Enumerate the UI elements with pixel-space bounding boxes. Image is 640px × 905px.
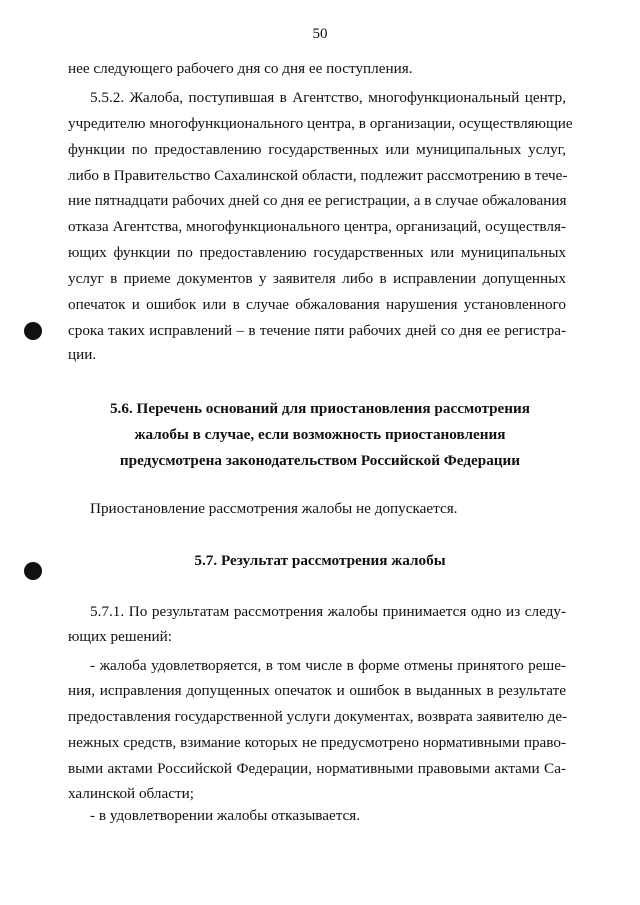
paragraph-line: нее следующего рабочего дня со дня ее поступления. [68, 60, 413, 77]
punch-hole-mark [24, 322, 42, 340]
section-heading-5-6-line: предусмотрена законодательством Российской Федерации [119, 452, 521, 469]
paragraph-line: ции. [68, 346, 97, 363]
paragraph-line: ющих решений: [68, 628, 172, 645]
list-item-line: - в удовлетворении жалобы отказывается. [90, 807, 361, 824]
paragraph-line: ющих функции по предоставлению государственных или муниципальных [68, 244, 566, 261]
section-heading-5-6-line: 5.6. Перечень оснований для приостановления рассмотрения [109, 400, 531, 417]
list-item-line: предоставления государственной услуги документах, возврата заявителю де- [68, 708, 568, 725]
paragraph-line: услуг в приеме документов у заявителя либо в исправлении допущенных [68, 270, 566, 287]
paragraph-line: 5.7.1. По результатам рассмотрения жалобы принимается одно из следу- [90, 603, 566, 620]
section-heading-5-7: 5.7. Результат рассмотрения жалобы [194, 552, 446, 569]
punch-hole-mark [24, 562, 42, 580]
paragraph-line: Приостановление рассмотрения жалобы не допускается. [90, 500, 458, 517]
paragraph-line: функции по предоставлению государственных или муниципальных услуг, [68, 141, 566, 158]
paragraph-line: учредителю многофункционального центра, в организации, осуществляющие [68, 115, 573, 132]
list-item-line: халинской области; [68, 785, 194, 802]
list-item-line: нежных средств, взимание которых не предусмотрено нормативными право- [68, 734, 566, 751]
section-heading-5-6-line: жалобы в случае, если возможность приостановления [134, 426, 506, 443]
page-number: 50 [312, 26, 328, 42]
paragraph-line: 5.5.2. Жалоба, поступившая в Агентство, многофункциональный центр, [90, 89, 566, 106]
paragraph-line: отказа Агентства, многофункционального центра, организаций, осуществля- [68, 218, 566, 235]
paragraph-line: ние пятнадцати рабочих дней со дня ее регистрации, а в случае обжалования [68, 192, 567, 209]
paragraph-line: либо в Правительство Сахалинской области, подлежит рассмотрению в тече- [68, 167, 568, 184]
list-item-line: выми актами Российской Федерации, нормативными правовыми актами Са- [68, 760, 566, 777]
paragraph-line: срока таких исправлений – в течение пяти рабочих дней со дня ее регистра- [68, 322, 566, 339]
paragraph-line: опечаток и ошибок или в случае обжалования нарушения установленного [68, 296, 566, 313]
list-item-line: ния, исправления допущенных опечаток и ошибок в выданных в результате [68, 682, 566, 699]
list-item-line: - жалоба удовлетворяется, в том числе в форме отмены принятого реше- [90, 657, 566, 674]
